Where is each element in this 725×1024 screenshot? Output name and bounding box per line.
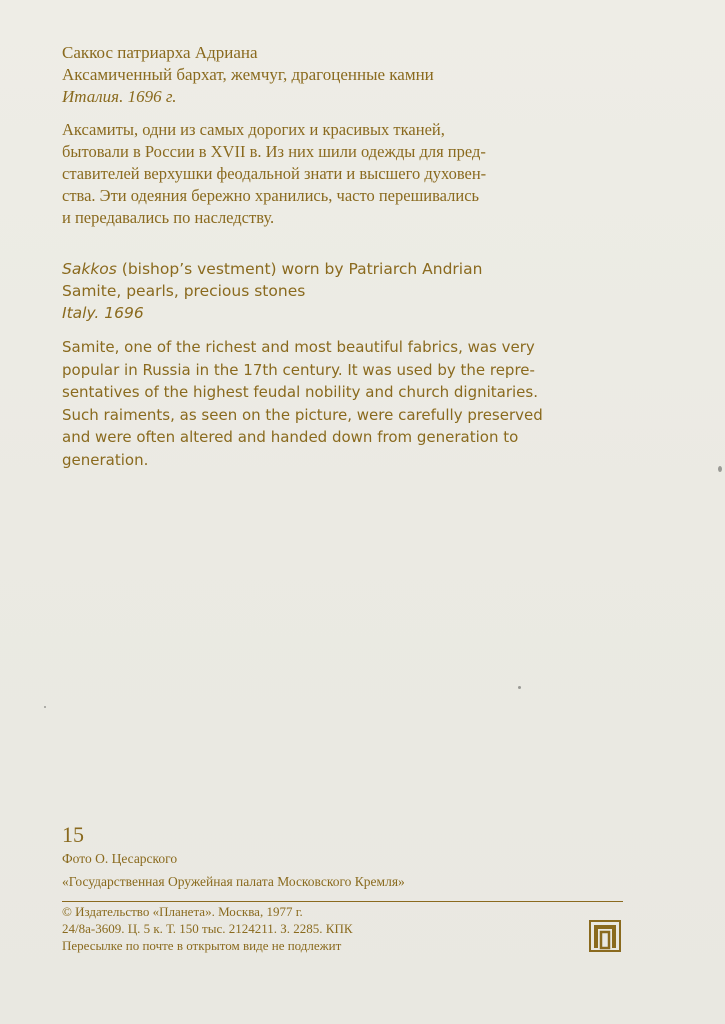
russian-origin: Италия. 1696 г. xyxy=(62,87,177,106)
english-description-line: popular in Russia in the 17th century. It was used by the repre- xyxy=(62,360,535,379)
english-description-line: sentatives of the highest feudal nobility and church dignitaries. xyxy=(62,383,538,401)
russian-description-line: ставителей верхушки феодальной знати и высшего духовен- xyxy=(62,164,487,183)
photo-credit: Фото О. Цесарского xyxy=(62,851,178,866)
page-number: 15 xyxy=(62,822,84,847)
publisher-logo-icon xyxy=(589,920,621,952)
english-title xyxy=(62,258,642,280)
english-description-line: Samite, one of the richest and most beautiful fabrics, was very xyxy=(62,338,535,356)
russian-description-line: бытовали в России в XVII в. Из них шили одежды для пред- xyxy=(62,142,486,161)
english-materials: Samite, pearls, precious stones xyxy=(62,282,306,300)
imprint-line: Пересылке по почте в открытом виде не подлежит xyxy=(62,938,342,953)
english-caption xyxy=(62,258,642,324)
english-description-line: generation. xyxy=(62,450,149,469)
english-description-line: and were often altered and handed down from generation to xyxy=(62,428,519,446)
imprint-line: © Издательство «Планета». Москва, 1977 г. xyxy=(62,904,303,919)
english-title-italic: Sakkos xyxy=(62,260,117,278)
paper-speck xyxy=(44,706,46,708)
russian-description-line: и передавались по наследству. xyxy=(62,208,275,227)
english-origin: Italy. 1696 xyxy=(62,304,144,322)
footer-divider xyxy=(62,901,623,902)
museum-credit: «Государственная Оружейная палата Московского Кремля» xyxy=(62,874,405,889)
russian-description-line: ства. Эти одеяния бережно хранились, часто перешивались xyxy=(62,186,480,205)
paper-speck xyxy=(718,466,722,472)
russian-caption xyxy=(62,42,642,108)
russian-description xyxy=(62,119,627,229)
english-description xyxy=(62,336,627,471)
english-description-line: Such raiments, as seen on the picture, were carefully preserved xyxy=(62,405,543,424)
russian-description-line: Аксамиты, одни из самых дорогих и красивых тканей, xyxy=(62,120,445,139)
paper-speck xyxy=(518,686,521,689)
publisher-imprint xyxy=(62,903,562,954)
russian-title: Саккос патриарха Адриана xyxy=(62,43,258,62)
imprint-line: 24/8а-3609. Ц. 5 к. Т. 150 тыс. 2124211. З. 2285. КПК xyxy=(62,921,353,936)
russian-materials: Аксамиченный бархат, жемчуг, драгоценные камни xyxy=(62,65,434,84)
english-title-rest: (bishop’s vestment) worn by Patriarch Andrian xyxy=(116,260,483,278)
